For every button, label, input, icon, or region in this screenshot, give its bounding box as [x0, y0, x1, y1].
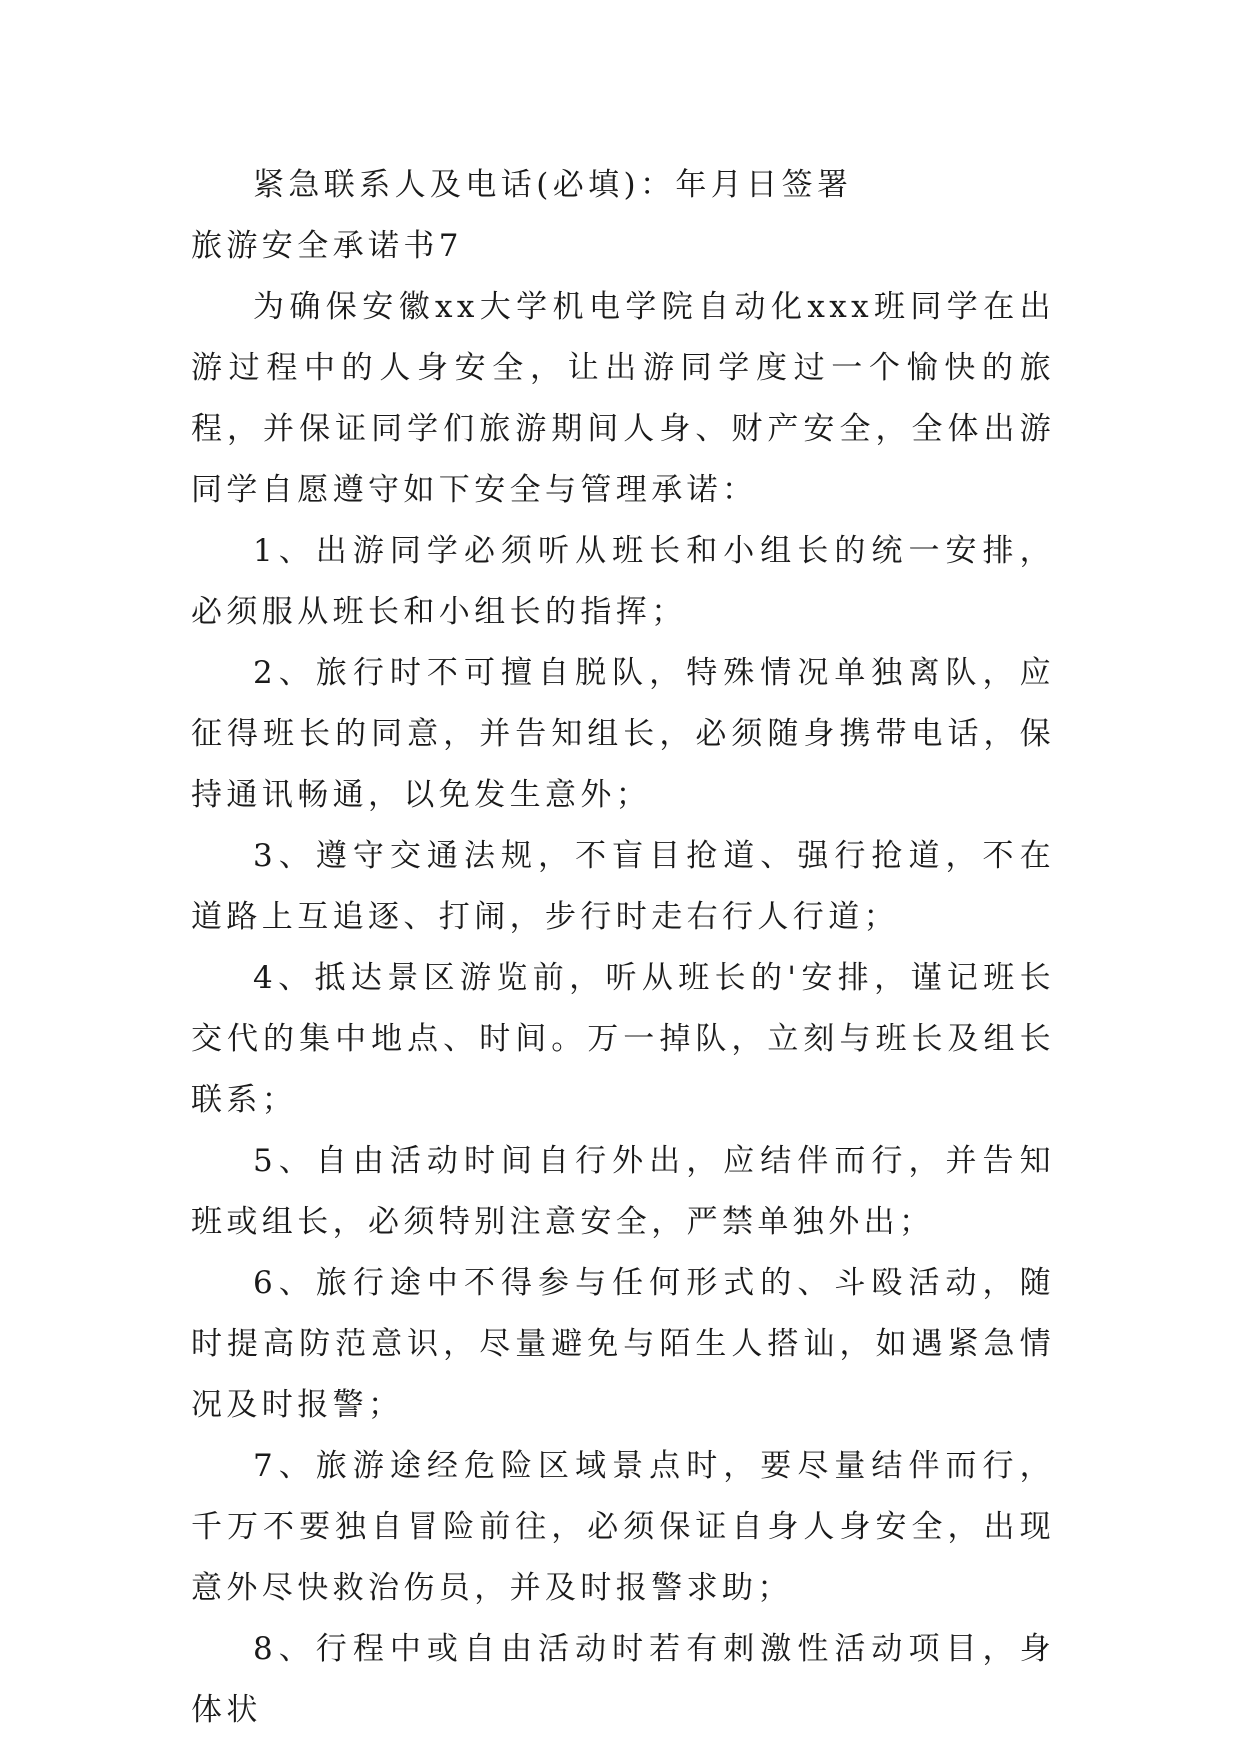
intro-paragraph: 为确保安徽xx大学机电学院自动化xxx班同学在出游过程中的人身安全，让出游同学度过一个愉快的旅程，并保证同学们旅游期间人身、财产安全，全体出游同学自愿遵守如下安全与管理承诺：: [191, 289, 1055, 508]
rule-item-7: 7、旅游途经危险区域景点时，要尽量结伴而行，千万不要独自冒险前往，必须保证自身人身安全，出现意外尽快救治伤员，并及时报警求助；: [191, 1448, 1055, 1606]
rule-item-6: 6、旅行途中不得参与任何形式的、斗殴活动，随时提高防范意识，尽量避免与陌生人搭讪，如遇紧急情况及时报警；: [191, 1265, 1055, 1423]
document-title: 旅游安全承诺书7: [191, 228, 463, 264]
document-body: [191, 155, 1055, 1741]
rule-item-1: 1、出游同学必须听从班长和小组长的统一安排，必须服从班长和小组长的指挥；: [191, 533, 1055, 630]
contact-line: 紧急联系人及电话(必填)：年月日签署: [253, 167, 853, 203]
rule-item-8: 8、行程中或自由活动时若有刺激性活动项目，身体状: [191, 1631, 1055, 1728]
rule-item-2: 2、旅行时不可擅自脱队，特殊情况单独离队，应征得班长的同意，并告知组长，必须随身携带电话，保持通讯畅通，以免发生意外；: [191, 655, 1055, 813]
rule-item-5: 5、自由活动时间自行外出，应结伴而行，并告知班或组长，必须特别注意安全，严禁单独外出；: [191, 1143, 1055, 1240]
rule-item-4: 4、抵达景区游览前，听从班长的'安排，谨记班长交代的集中地点、时间。万一掉队，立刻与班长及组长联系；: [191, 960, 1055, 1118]
rule-item-3: 3、遵守交通法规，不盲目抢道、强行抢道，不在道路上互追逐、打闹，步行时走右行人行道；: [191, 838, 1055, 935]
